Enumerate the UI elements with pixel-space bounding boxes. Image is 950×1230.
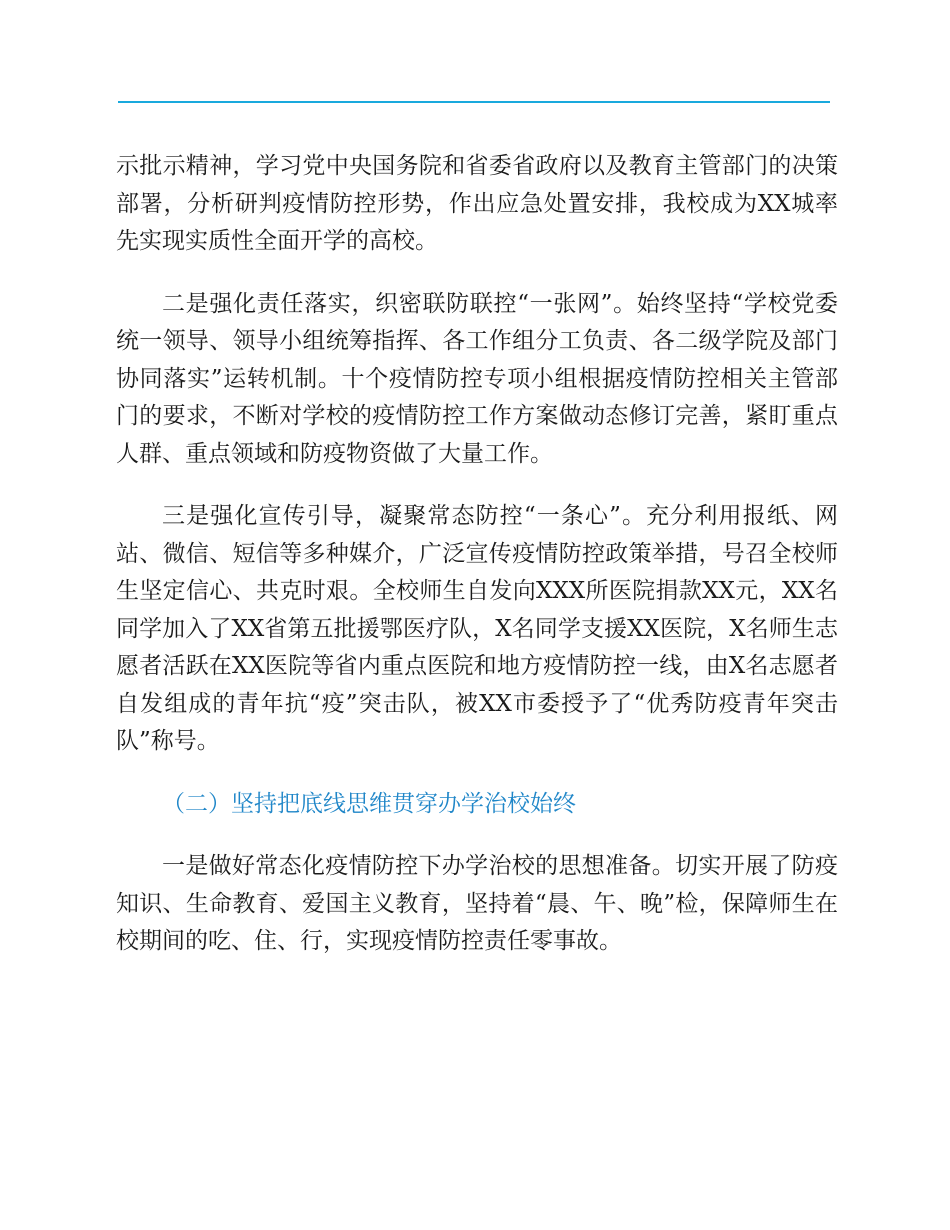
paragraph-publicity: 三是强化宣传引导，凝聚常态防控“一条心”。充分利用报纸、网站、微信、短信等多种媒介，广泛宣传疫情防控政策举措，号召全校师生坚定信心、共克时艰。全校师生自发向XXX所医院捐款XX元，XX名同学加入了XX省第五批援鄂医疗队，X名同学支援XX医院，X名师生志愿者活跃在XX医院等省内重点医院和地方疫情防控一线，由X名志愿者自发组成的青年抗“疫”突击队，被XX市委授予了“优秀防疫青年突击队”称号。 — [116, 503, 838, 754]
paragraph-preparation: 一是做好常态化疫情防控下办学治校的思想准备。切实开展了防疫知识、生命教育、爱国主义教育，坚持着“晨、午、晚”检，保障师生在校期间的吃、住、行，实现疫情防控责任零事故。 — [116, 853, 838, 954]
section-heading: （二）坚持把底线思维贯穿办学治校始终 — [162, 790, 576, 817]
paragraph-continued: 示批示精神，学习党中央国务院和省委省政府以及教育主管部门的决策部署，分析研判疫情防控形势，作出应急处置安排，我校成为XX城率先实现实质性全面开学的高校。 — [116, 153, 838, 254]
header-rule — [118, 101, 830, 103]
document-body — [116, 148, 838, 986]
paragraph-responsibility: 二是强化责任落实，织密联防联控“一张网”。始终坚持“学校党委统一领导、领导小组统筹指挥、各工作组分工负责、各二级学院及部门协同落实”运转机制。十个疫情防控专项小组根据疫情防控相关主管部门的要求，不断对学校的疫情防控工作方案做动态修订完善，紧盯重点人群、重点领域和防疫物资做了大量工作。 — [116, 290, 838, 467]
